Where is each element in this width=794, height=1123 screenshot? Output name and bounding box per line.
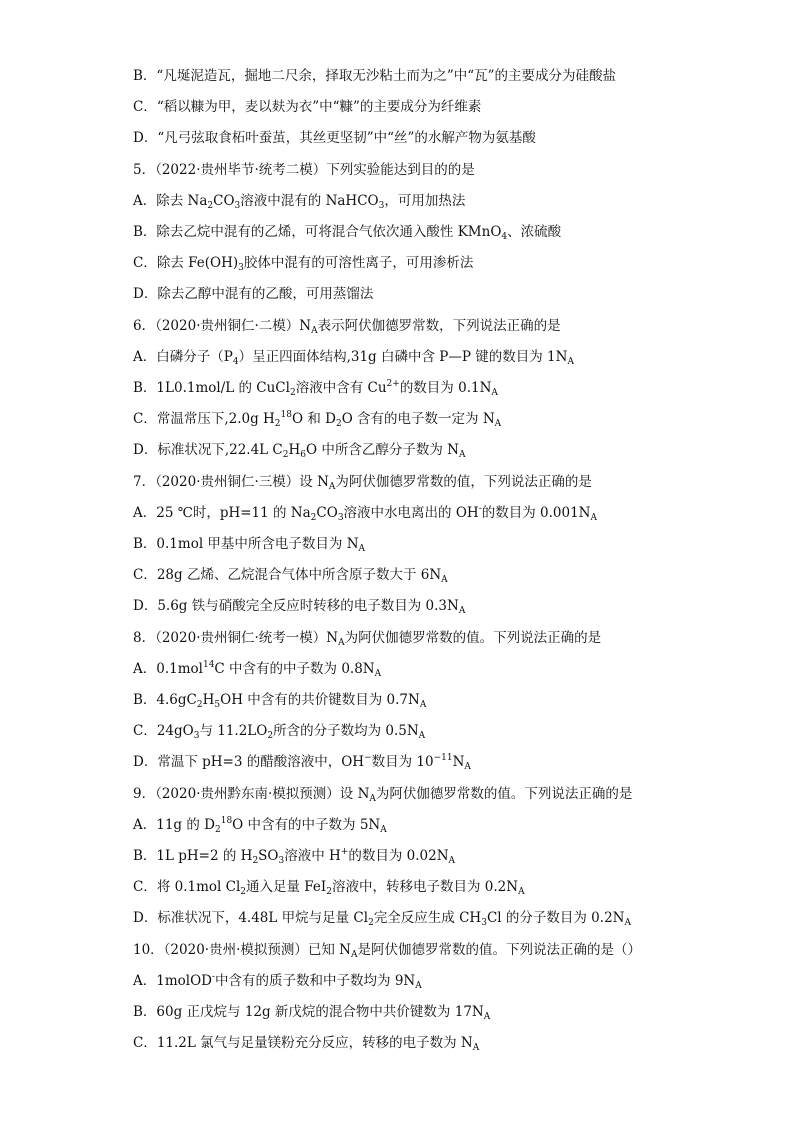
text-line: B．除去乙烷中混有的乙烯，可将混合气依次通入酸性 KMnO$_4$、浓硫酸 bbox=[133, 224, 562, 242]
text-line: C．将 0.1mol $Cl_2$通入足量 FeI$_2$溶液中，转移电子数目为 $0.2N_A$ bbox=[133, 879, 525, 897]
text-line: 6．（2020·贵州铜仁·二模）$N_A$表示阿伏伽德罗常数，下列说法正确的是 bbox=[133, 318, 561, 336]
text-line: B．$4.6gC_2H_5OH$ 中含有的共价键数目为 $0.7N_A$ bbox=[133, 692, 427, 710]
text-line: C．“稻以糠为甲，麦以麸为衣”中“糠”的主要成分为纤维素 bbox=[133, 99, 482, 115]
text-line: B．60g 正戊烷与 12g 新戊烷的混合物中共价键数为 $17N_A$ bbox=[133, 1004, 491, 1022]
text-line: B．“凡埏泥造瓦，掘地二尺余，择取无沙粘土而为之”中“瓦”的主要成分为硅酸盐 bbox=[133, 68, 617, 84]
text-line: D．5.6g 铁与硝酸完全反应时转移的电子数目为 $0.3N_A$ bbox=[133, 598, 466, 616]
text-line: C．除去 $Fe(OH)_3$胶体中混有的可溶性离子，可用渗析法 bbox=[133, 255, 474, 273]
text-line: 9．（2020·贵州黔东南·模拟预测）设 $N_A$为阿伏伽德罗常数的值。下列说法正确的是 bbox=[133, 786, 633, 804]
text-line: A．除去 $Na_2CO_3$溶液中混有的 NaHCO$_3$，可用加热法 bbox=[133, 193, 466, 211]
text-line: A．11g 的 $D_2^{18}O$ 中含有的中子数为 $5N_A$ bbox=[133, 816, 387, 835]
text-line: A．25 ℃时，pH=11 的 $Na_2CO_3$溶液中水电离出的 OH-的数目为 $0.001N_A$ bbox=[133, 504, 597, 523]
text-line: A．0.1mol$^{14}$C 中含有的中子数为 $0.8N_A$ bbox=[133, 660, 382, 679]
text-line: C．11.2L 氯气与足量镁粉充分反应，转移的电子数为 $N_A$ bbox=[133, 1035, 480, 1053]
text-line: B．1L pH=2 的 $H_2SO_3$溶液中 H+的数目为 $0.02N_A$ bbox=[133, 847, 456, 866]
text-line: 10．（2020·贵州·模拟预测）已知 $N_A$是阿伏伽德罗常数的值。下列说法正确的是（） bbox=[133, 942, 641, 960]
text-line: B．0.1mol 甲基中所含电子数目为 $N_A$ bbox=[133, 536, 366, 554]
text-line: C．28g 乙烯、乙烷混合气体中所含原子数大于 $6N_A$ bbox=[133, 567, 448, 585]
text-line: D．标准状况下,22.4L $C_2H_6O$ 中所含乙醇分子数为 $N_A$ bbox=[133, 442, 466, 460]
text-line: C．$24gO_3$与 $11.2LO_2$所含的分子数均为 $0.5N_A$ bbox=[133, 723, 426, 741]
text-line: 8．（2020·贵州铜仁·统考一模）$N_A$为阿伏伽德罗常数的值。下列说法正确的是 bbox=[133, 630, 602, 648]
text-line: 7．（2020·贵州铜仁·三模）设 $N_A$为阿伏伽德罗常数的值，下列说法正确的是 bbox=[133, 474, 592, 492]
text-line: 5．（2022·贵州毕节·统考二模）下列实验能达到目的的是 bbox=[133, 162, 475, 178]
text-line: D．除去乙醇中混有的乙酸，可用蒸馏法 bbox=[133, 286, 374, 302]
text-line: D．“凡弓弦取食柘叶蚕茧，其丝更坚韧”中“丝”的水解产物为氨基酸 bbox=[133, 130, 536, 146]
text-line: A．白磷分子$(P_4)$呈正四面体结构,31g 白磷中含 P—P 键的数目为 $1N_A$ bbox=[133, 349, 574, 367]
text-line: A．1molOD-中含有的质子数和中子数均为 $9N_A$ bbox=[133, 972, 422, 991]
text-line: D．标准状况下，4.48L 甲烷与足量 $Cl_2$完全反应生成 $CH_3Cl$ 的分子数目为 $0.2N_A$ bbox=[133, 910, 631, 928]
text-line: B．1L0.1mol/L 的 CuCl$_2$溶液中含有 $Cu^{2+}$的数目为 $0.1N_A$ bbox=[133, 379, 498, 398]
text-line: C．常温常压下,2.0g $H_2^{18}O$ 和 $D_2O$ 含有的电子数一定为 $N_A$ bbox=[133, 410, 502, 429]
text-line: D．常温下 pH=3 的醋酸溶液中，OH−数目为 $10^{-11}N_A$ bbox=[133, 753, 471, 772]
